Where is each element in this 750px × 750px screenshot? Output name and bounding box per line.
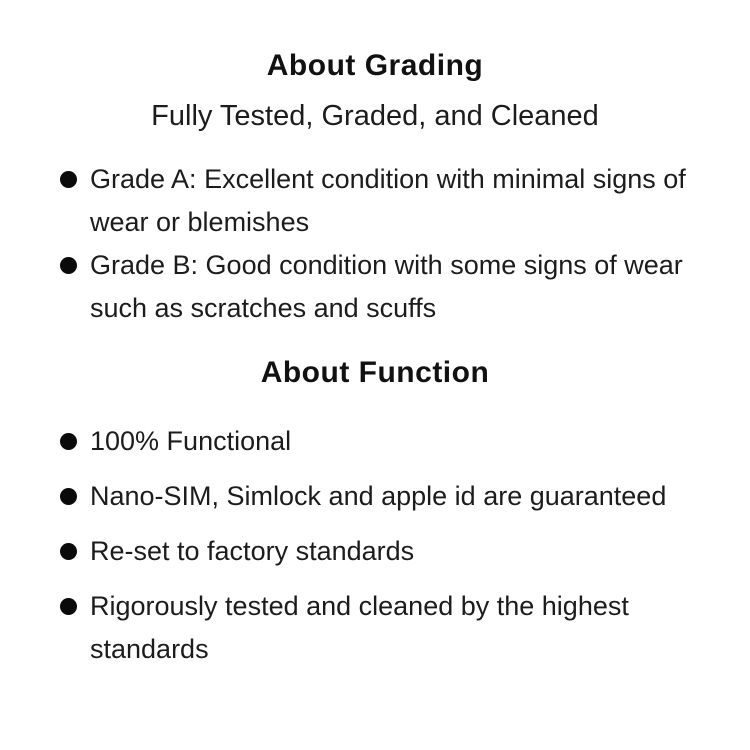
- list-item-line: Nano-SIM, Simlock and apple id are guaranteed: [90, 481, 667, 511]
- list-item-tested-cleaned: [60, 585, 710, 671]
- list-item-text: [90, 530, 710, 573]
- list-item-grade-b: [60, 244, 710, 330]
- list-item-line: Grade A: Excellent condition with minimal signs of: [90, 164, 686, 194]
- list-item-line: Rigorously tested and cleaned by the highest: [90, 591, 629, 621]
- list-item-text: [90, 244, 710, 330]
- list-item-text: [90, 585, 710, 671]
- list-item-functional: [60, 420, 710, 463]
- grading-section-title: About Grading: [266, 49, 484, 82]
- list-item-text: [90, 158, 710, 244]
- list-item-line: such as scratches and scuffs: [90, 293, 437, 323]
- bullet-icon: [60, 543, 77, 560]
- function-bullet-list: [0, 420, 750, 671]
- list-item-text: [90, 475, 710, 518]
- bullet-icon: [60, 257, 77, 274]
- list-item-line: standards: [90, 634, 209, 664]
- bullet-icon: [60, 598, 77, 615]
- list-item-text: [90, 420, 710, 463]
- function-section-title: About Function: [260, 356, 490, 389]
- list-item-sim-guarantee: [60, 475, 710, 518]
- list-item-line: Re-set to factory standards: [90, 536, 415, 566]
- bullet-icon: [60, 433, 77, 450]
- list-item-grade-a: [60, 158, 710, 244]
- grading-subtitle: Fully Tested, Graded, and Cleaned: [151, 100, 599, 132]
- bullet-icon: [60, 488, 77, 505]
- list-item-line: Grade B: Good condition with some signs of wear: [90, 250, 683, 280]
- list-item-factory-reset: [60, 530, 710, 573]
- list-item-line: 100% Functional: [90, 426, 292, 456]
- list-item-line: wear or blemishes: [90, 207, 310, 237]
- grading-bullet-list: [0, 158, 750, 330]
- bullet-icon: [60, 171, 77, 188]
